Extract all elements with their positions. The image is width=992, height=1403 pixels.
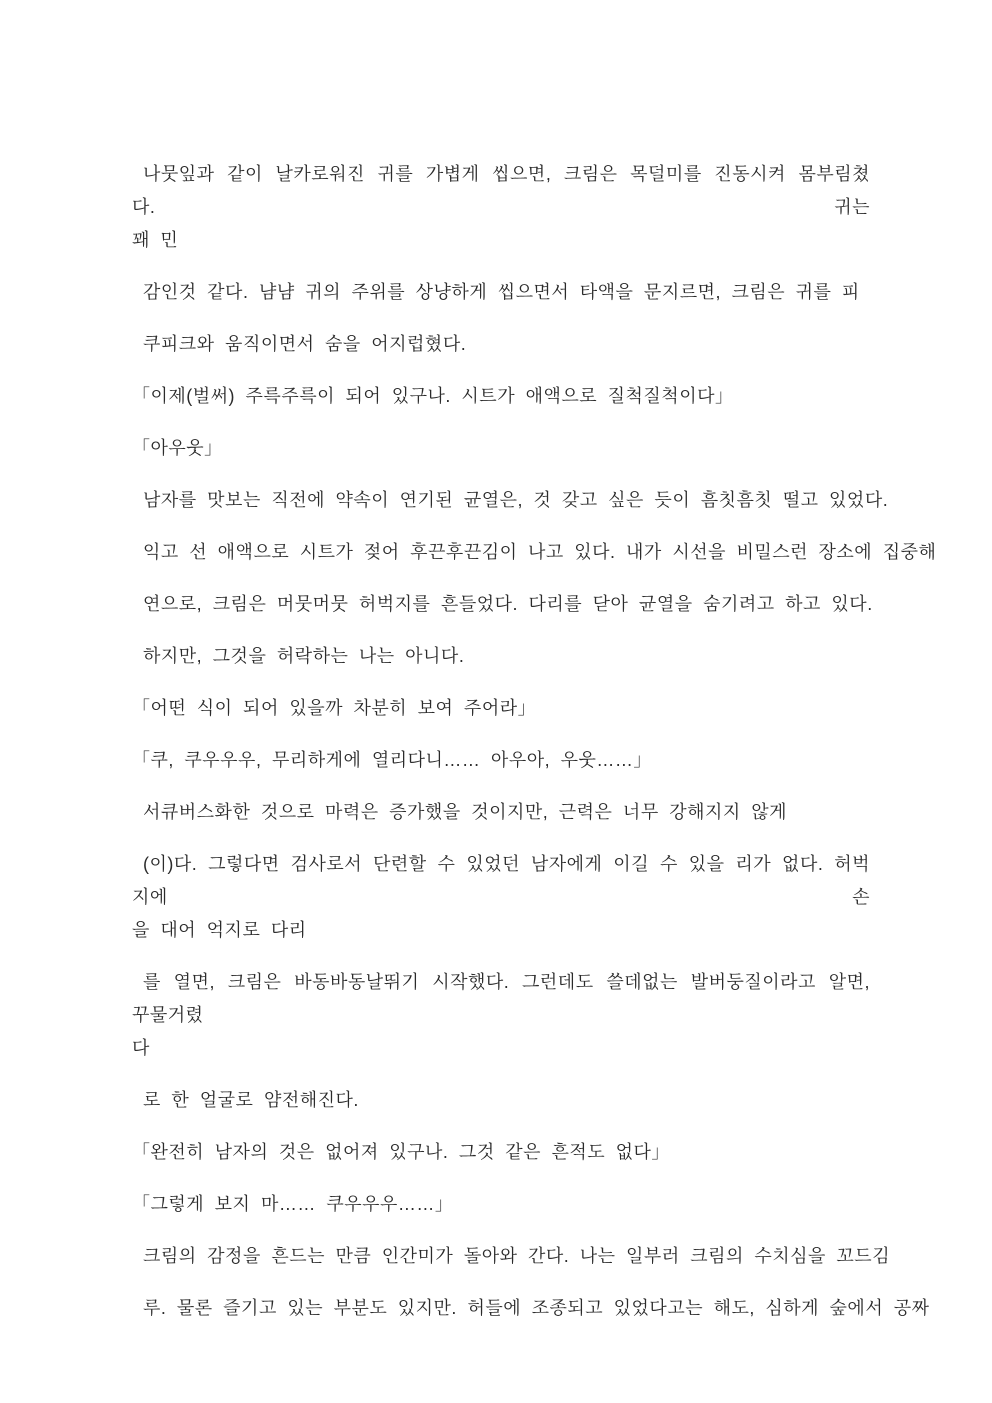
text-line: 감인것 같다. 냠냠 귀의 주위를 상냥하게 씹으면서 타액을 문지르면, 크림은 귀를 피 xyxy=(143,282,860,302)
text-line: 익고 선 애액으로 시트가 젖어 후끈후끈김이 나고 있다. 내가 시선을 비밀스런 장소에 집중해 xyxy=(143,542,937,562)
dialogue-paragraph xyxy=(132,692,870,725)
text-line: 를 열면, 크림은 바동바동날뛰기 시작했다. 그런데도 쓸데없는 발버둥질이라고 알면, 꾸물거렸 xyxy=(132,972,870,1025)
text-line: 을 대어 억지로 다리 xyxy=(132,920,307,940)
text-line: 쿠피크와 움직이면서 숨을 어지럽혔다. xyxy=(143,334,467,354)
body-paragraph xyxy=(132,796,870,829)
body-paragraph xyxy=(132,328,870,361)
text-line: 나뭇잎과 같이 날카로워진 귀를 가볍게 씹으면, 크림은 목덜미를 진동시켜 몸부림쳤다. 귀는 xyxy=(132,164,870,217)
text-line: 다 xyxy=(132,1038,150,1058)
body-paragraph xyxy=(132,1240,891,1273)
text-line: 「그렇게 보지 마…… 쿠우우우……」 xyxy=(132,1194,454,1214)
dialogue-paragraph xyxy=(132,1188,870,1221)
dialogue-paragraph xyxy=(132,432,870,465)
body-paragraph xyxy=(132,848,870,947)
text-line: 크림의 감정을 흔드는 만큼 인간미가 돌아와 간다. 나는 일부러 크림의 수치심을 꼬드김 xyxy=(143,1246,891,1266)
dialogue-paragraph xyxy=(132,1136,870,1169)
text-line: 꽤 민 xyxy=(132,230,179,250)
body-paragraph xyxy=(132,588,873,621)
text-line: 루. 물론 즐기고 있는 부분도 있지만. 허들에 조종되고 있었다고는 해도, 심하게 숲에서 공짜 xyxy=(143,1298,930,1318)
body-paragraph xyxy=(132,640,870,673)
text-line: 연으로, 크림은 머뭇머뭇 허벅지를 흔들었다. 다리를 닫아 균열을 숨기려고 하고 있다. xyxy=(143,594,873,614)
body-paragraph xyxy=(132,536,937,569)
body-paragraph xyxy=(132,158,870,257)
text-line: 남자를 맛보는 직전에 약속이 연기된 균열은, 것 갖고 싶은 듯이 흠칫흠칫 떨고 있었다. xyxy=(143,490,889,510)
text-line: 하지만, 그것을 허락하는 나는 아니다. xyxy=(143,646,465,666)
text-line: 「완전히 남자의 것은 없어져 있구나. 그것 같은 흔적도 없다」 xyxy=(132,1142,670,1162)
body-paragraph xyxy=(132,1292,930,1325)
text-line: 로 한 얼굴로 얌전해진다. xyxy=(143,1090,359,1110)
text-line: 「쿠, 쿠우우우, 무리하게에 열리다니…… 아우아, 우웃……」 xyxy=(132,750,652,770)
text-line: 「이제(벌써) 주륵주륵이 되어 있구나. 시트가 애액으로 질척질척이다」 xyxy=(132,386,734,406)
body-paragraph xyxy=(132,1084,870,1117)
body-paragraph xyxy=(132,484,889,517)
dialogue-paragraph xyxy=(132,380,870,413)
body-paragraph xyxy=(132,966,870,1065)
text-line: 서큐버스화한 것으로 마력은 증가했을 것이지만, 근력은 너무 강해지지 않게 xyxy=(143,802,788,822)
text-line: 「어떤 식이 되어 있을까 차분히 보여 주어라」 xyxy=(132,698,537,718)
text-line: 「아우웃」 xyxy=(132,438,223,458)
dialogue-paragraph xyxy=(132,744,870,777)
text-line: (이)다. 그렇다면 검사로서 단련할 수 있었던 남자에게 이길 수 있을 리가 없다. 허벅지에 손 xyxy=(132,854,870,907)
body-paragraph xyxy=(132,276,870,309)
